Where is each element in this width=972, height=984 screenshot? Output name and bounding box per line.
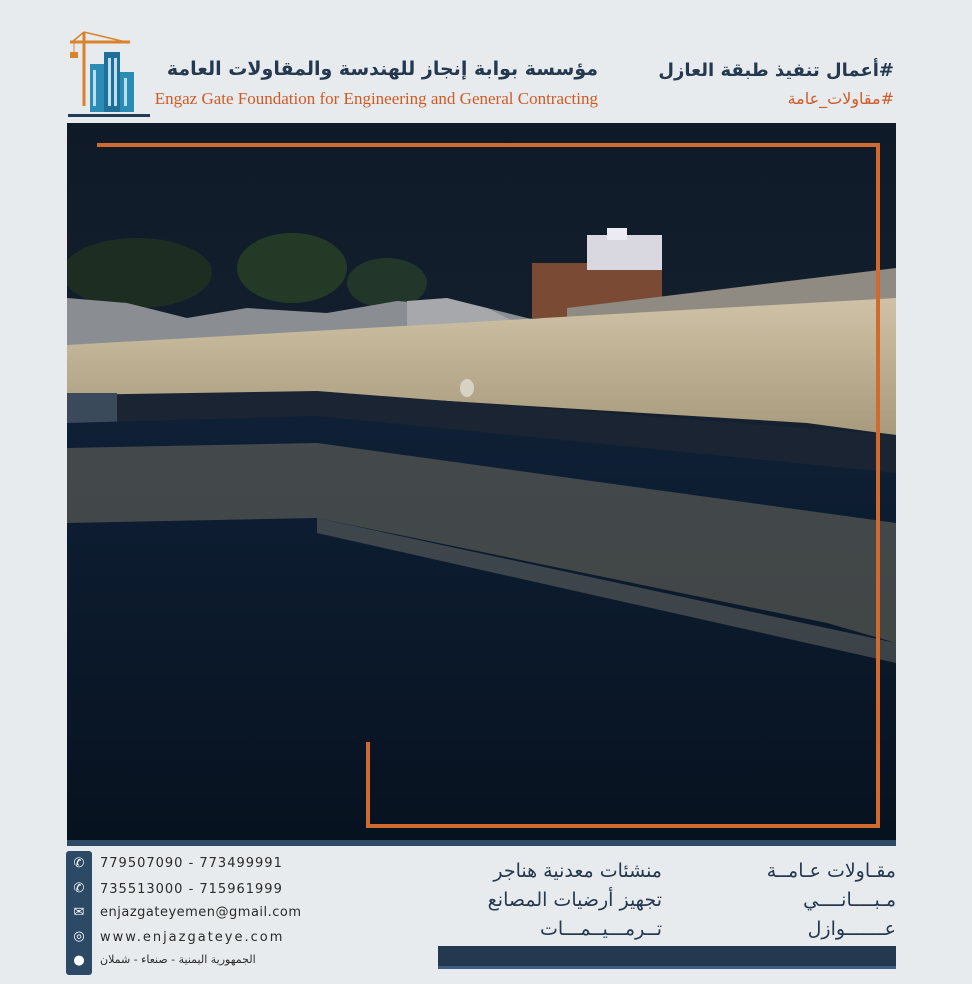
email-address[interactable]: enjazgateyemen@gmail.com <box>100 905 302 920</box>
services-bar-accent <box>438 966 896 969</box>
frame-line-right <box>876 143 880 828</box>
service-factory-floors: تجهيز أرضيات المصانع <box>487 889 662 911</box>
phone-icon: ✆ <box>73 856 85 871</box>
address: الجمهورية اليمنية - صنعاء - شملان <box>100 953 256 966</box>
service-insulation: عـــــــوازل <box>807 918 896 940</box>
hashtag-general-contracting: #مقاولات_عامة <box>787 89 894 108</box>
frame-line-bottom <box>366 824 880 828</box>
service-renovations: تــرمـــيــمـــات <box>539 918 662 940</box>
service-general-contracting: مقـاولات عـامــة <box>766 860 896 882</box>
service-metal-structures: منشئات معدنية هناجر <box>493 860 662 882</box>
location-pin-icon: ● <box>73 953 85 968</box>
phone-numbers-2[interactable]: 735513000 - 715961999 <box>100 882 283 897</box>
frame-line-top <box>97 143 880 147</box>
envelope-icon: ✉ <box>73 905 85 920</box>
project-photo <box>67 123 896 840</box>
company-name-arabic: مؤسسة بوابة إنجاز للهندسة والمقاولات العامة <box>166 58 598 80</box>
phone-icon: ✆ <box>73 881 85 896</box>
services-bar <box>438 946 896 966</box>
photo-bottom-strip <box>67 840 896 846</box>
phone-numbers-1[interactable]: 779507090 - 773499991 <box>100 856 283 871</box>
service-buildings: مـبــــانــــي <box>803 889 896 911</box>
hashtag-insulation-works: #أعمال تنفيذ طبقة العازل <box>658 60 894 81</box>
company-name-english: Engaz Gate Foundation for Engineering and General Contracting <box>154 89 598 108</box>
globe-icon: ◎ <box>73 929 85 944</box>
website-link[interactable]: www.enjazgateye.com <box>100 930 285 945</box>
frame-line-left <box>366 742 370 828</box>
